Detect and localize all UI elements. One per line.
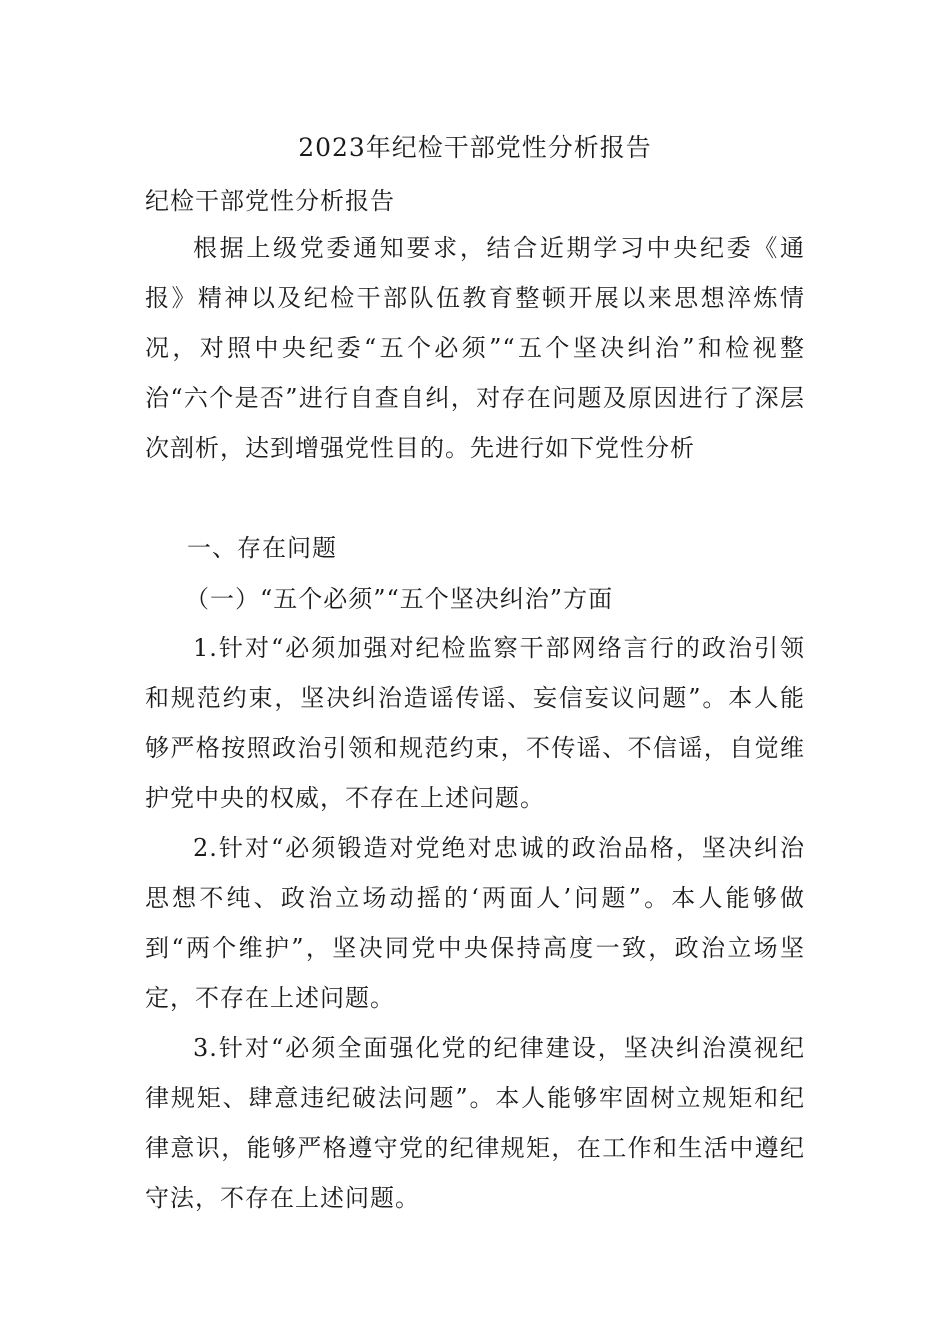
item-paragraph-2: 2.针对“必须锻造对党绝对忠诚的政治品格，坚决纠治思想不纯、政治立场动摇的‘两面人’问题”。本人能够做到“两个维护”，坚决同党中央保持高度一致，政治立场坚定，不存在上述问题。 — [145, 834, 805, 1012]
document-subtitle: 纪检干部党性分析报告 — [145, 187, 395, 215]
section-heading: 一、存在问题 — [187, 534, 337, 562]
document-title: 2023年纪检干部党性分析报告 — [298, 133, 652, 162]
intro-paragraph: 根据上级党委通知要求，结合近期学习中央纪委《通报》精神以及纪检干部队伍教育整顿开展以来思想淬炼情况，对照中央纪委“五个必须”“五个坚决纠治”和检视整治“六个是否”进行自查自纠，对存在问题及原因进行了深层次剖析，达到增强党性目的。先进行如下党性分析 — [145, 234, 805, 462]
item-paragraph-3: 3.针对“必须全面强化党的纪律建设，坚决纠治漠视纪律规矩、肆意违纪破法问题”。本人能够牢固树立规矩和纪律意识，能够严格遵守党的纪律规矩，在工作和生活中遵纪守法，不存在上述问题。 — [145, 1034, 805, 1212]
item-paragraph-1: 1.针对“必须加强对纪检监察干部网络言行的政治引领和规范约束，坚决纠治造谣传谣、妄信妄议问题”。本人能够严格按照政治引领和规范约束，不传谣、不信谣，自觉维护党中央的权威，不存在上述问题。 — [145, 634, 805, 812]
subsection-heading: （一）“五个必须”“五个坚决纠治”方面 — [185, 585, 614, 613]
